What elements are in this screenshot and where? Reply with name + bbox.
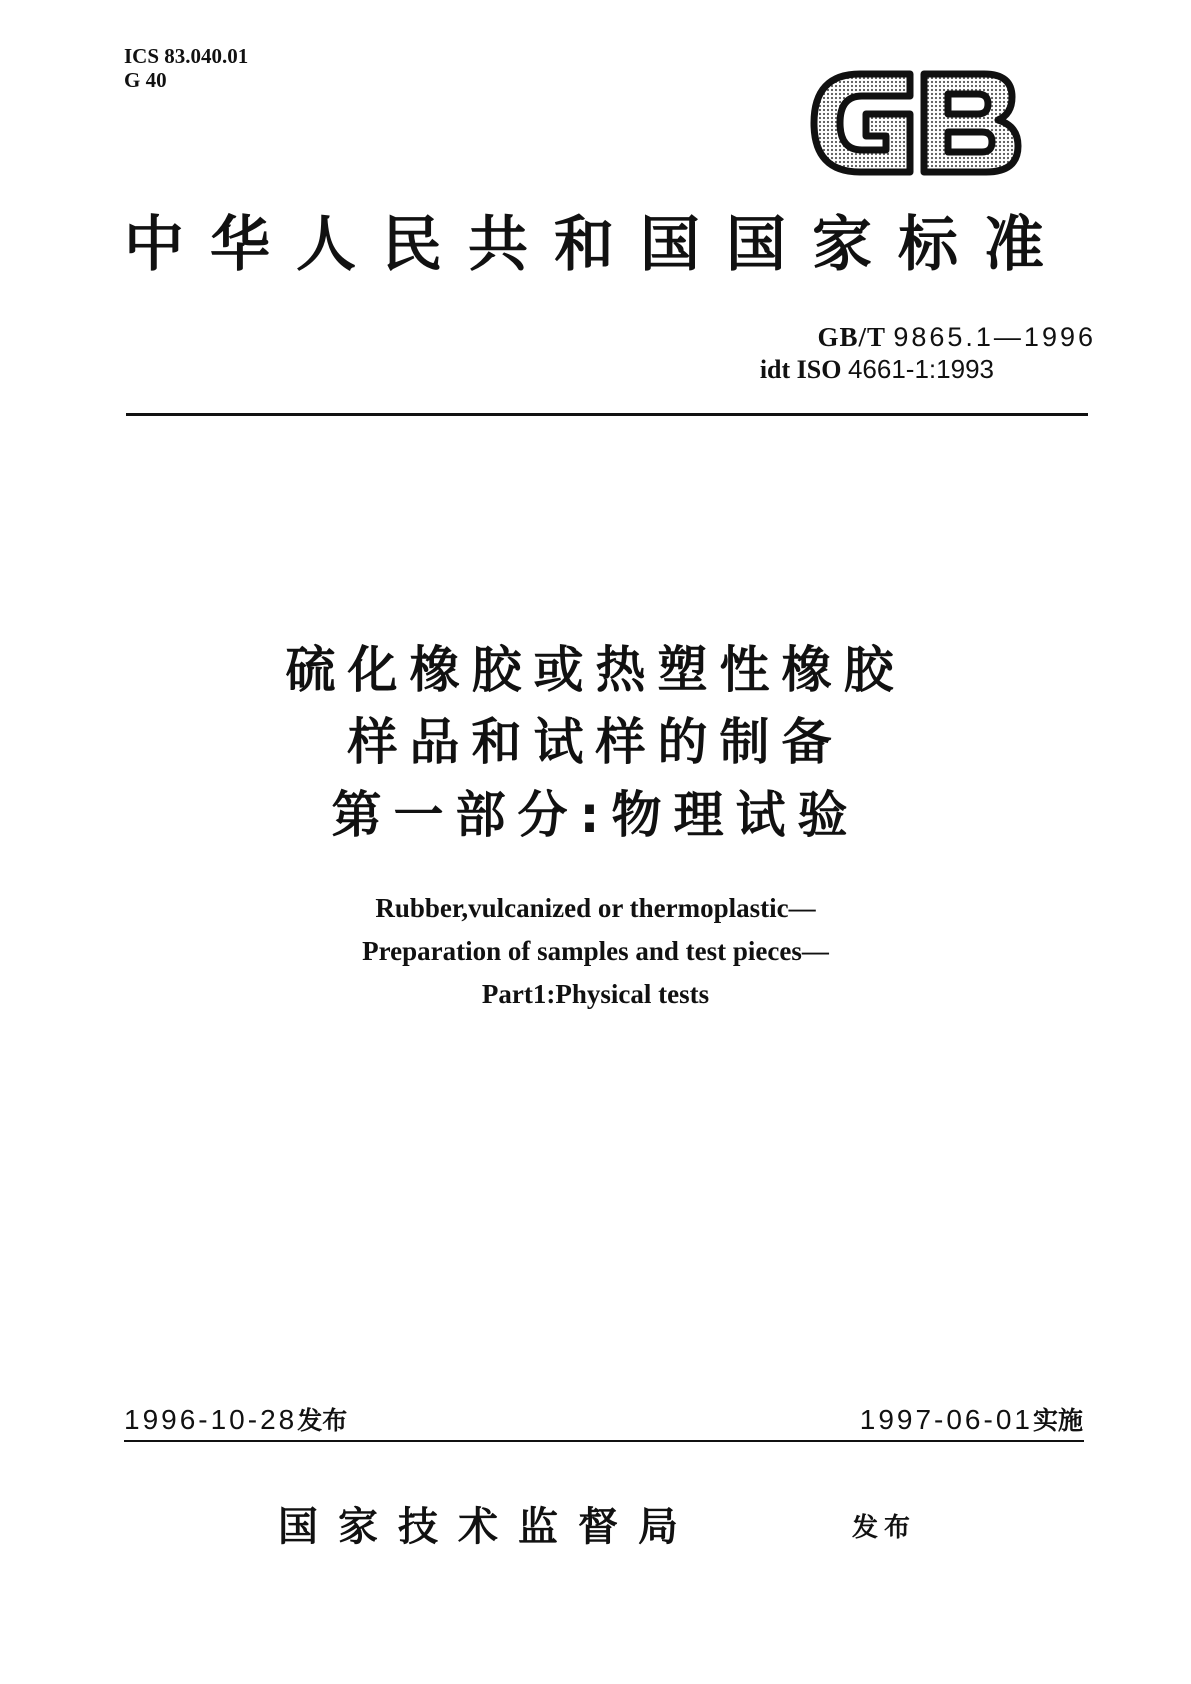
implement-label: 实施 [1032,1406,1083,1435]
standard-number-value: 9865.1—1996 [893,322,1096,352]
implement-date-block [860,1403,1083,1438]
classification-block [124,44,248,92]
national-standard-title: 中华人民共和国国家标准 [124,210,1070,280]
publisher-name: 国家技术监督局 [278,1503,698,1550]
publish-label: 发布 [852,1513,917,1543]
gb-logo [806,64,1026,182]
title-en-line3: Part1:Physical tests [481,979,710,1009]
footer-divider [124,1440,1084,1442]
title-cn-line1: 硫化橡胶或热塑性橡胶 [285,641,906,699]
adoption-prefix: idt ISO [759,355,842,384]
issue-date: 1996-10-28 [124,1404,298,1435]
issue-date-block [124,1403,347,1438]
gb-logo-graphic [806,64,1026,182]
title-cn-line3: 第一部分:物理试验 [331,786,860,844]
standard-number [818,322,1096,352]
group-code: G 40 [124,68,167,92]
ics-code: ICS 83.040.01 [124,44,249,68]
title-en-line1: Rubber,vulcanized or thermoplastic— [375,893,816,923]
title-cn-line2: 样品和试样的制备 [347,713,844,771]
adoption-reference [760,354,994,385]
implement-date: 1997-06-01 [859,1404,1033,1435]
header-divider [126,413,1088,416]
title-en-line2: Preparation of samples and test pieces— [362,936,829,966]
standard-number-prefix: GB/T [817,322,886,352]
adoption-number: 4661-1:1993 [847,354,994,384]
issue-label: 发布 [297,1406,348,1435]
